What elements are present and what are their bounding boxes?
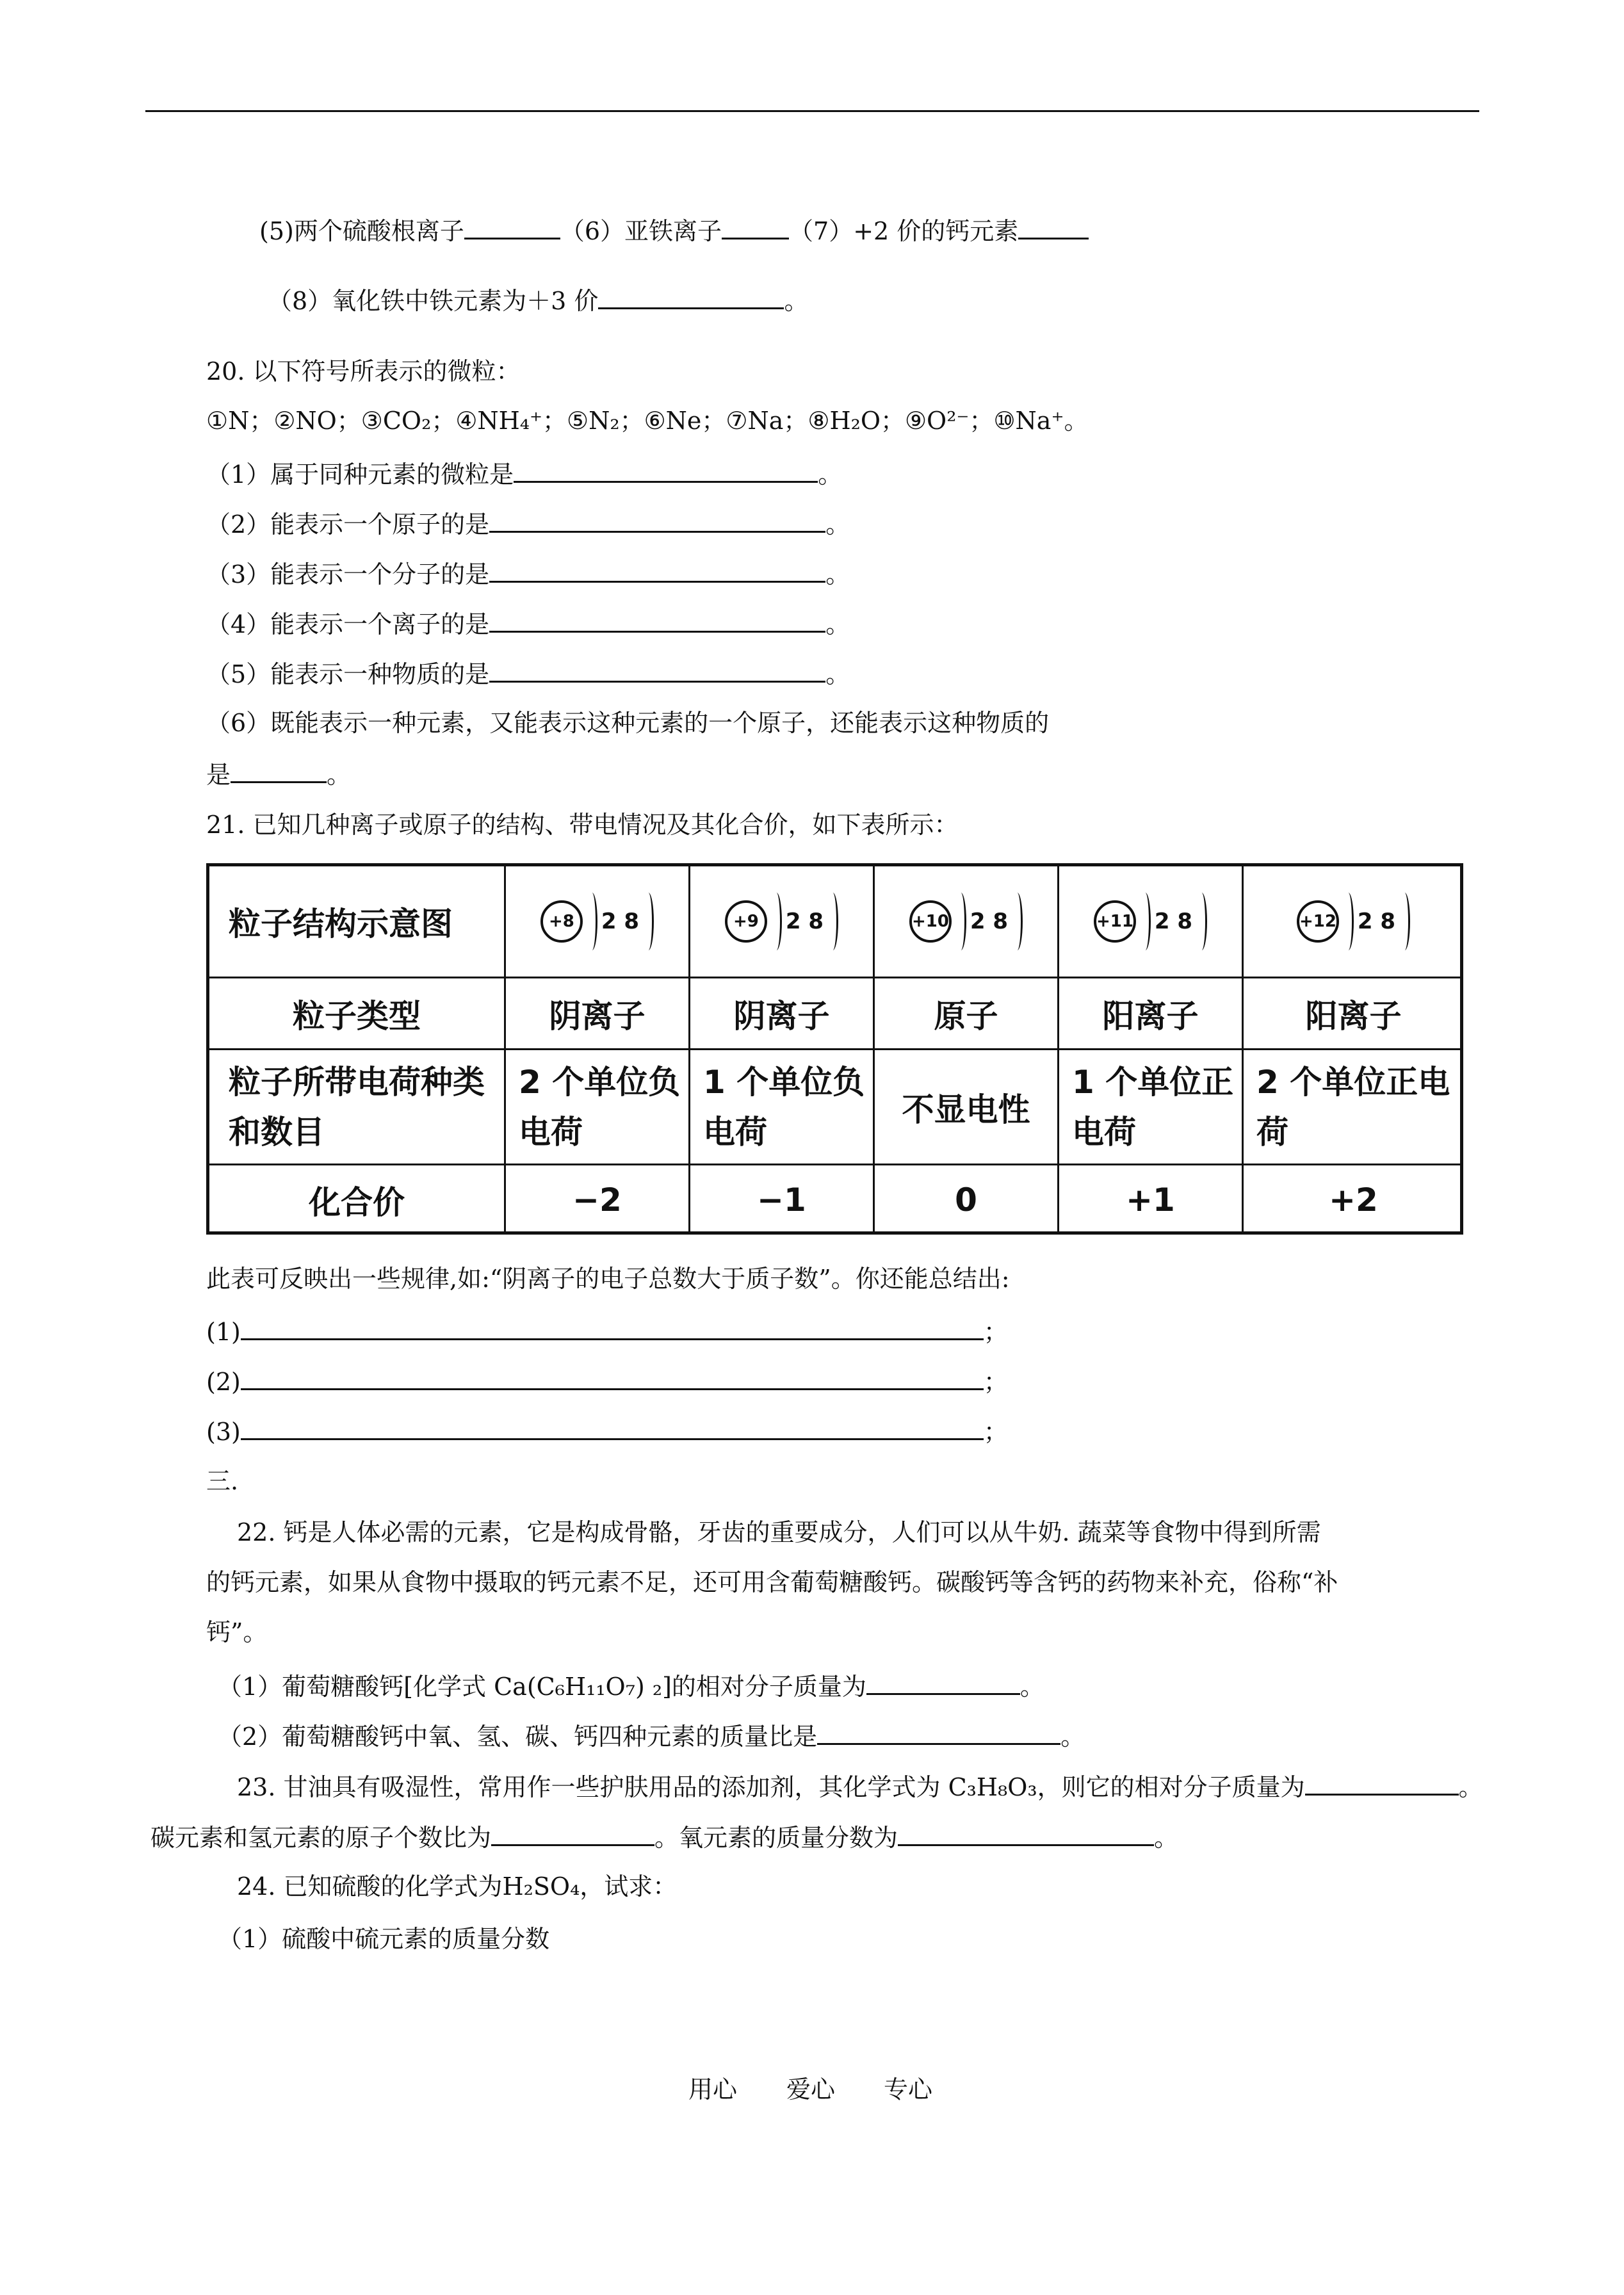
- particle-charge: 不显电性: [875, 1050, 1059, 1165]
- atom-diagram: [540, 893, 654, 950]
- shell-arc: [1140, 893, 1151, 950]
- shell-arc: [587, 893, 597, 950]
- atom-diagram-cell: [506, 866, 690, 978]
- particle-charge: 1 个单位正电荷: [1059, 1050, 1244, 1165]
- shell-arc: [1012, 893, 1023, 950]
- valence: 0: [875, 1165, 1059, 1235]
- atom-diagram: [1094, 893, 1207, 950]
- question-20-3: （3）能表示一个分子的是 。: [206, 556, 850, 590]
- atom-diagram-cell: [690, 866, 875, 978]
- question-21-title: 21. 已知几种离子或原子的结构、带电情况及其化合价，如下表所示：: [206, 811, 959, 839]
- answer-blank[interactable]: [817, 1719, 1060, 1745]
- shell-numbers: 2 8: [601, 909, 640, 934]
- question-20-title: 20. 以下符号所表示的微粒：: [206, 357, 521, 385]
- question-20-6-text: （6）既能表示一种元素，又能表示这种元素的一个原子，还能表示这种物质的: [206, 709, 1050, 737]
- question-19-line-5: [259, 213, 1089, 247]
- item-7-text: （7）+2 价的钙元素: [789, 217, 1019, 245]
- answer-blank[interactable]: [514, 457, 818, 483]
- question-22-line-3: 钙”。: [206, 1618, 268, 1646]
- question-23-line-1: 23. 甘油具有吸湿性，常用作一些护肤用品的添加剂，其化学式为 C₃H₈O₃，则它的相对分子质量为 。: [237, 1769, 1483, 1803]
- question-19-line-8: [268, 283, 808, 317]
- particle-charge: 2 个单位正电荷: [1244, 1050, 1463, 1165]
- section-3-heading: 三.: [206, 1467, 239, 1495]
- period: 。: [784, 287, 809, 315]
- header-rule: [145, 110, 1479, 112]
- atom-diagram-cell: [1059, 866, 1244, 978]
- shell-arc: [1196, 893, 1207, 950]
- footer-text-2: 爱心: [786, 2075, 836, 2104]
- question-21-answer-2: (2) ；: [206, 1364, 1008, 1398]
- item-6-text: （6）亚铁离子: [560, 217, 722, 245]
- particle-type: 阴离子: [506, 978, 690, 1050]
- answer-blank[interactable]: [898, 1820, 1154, 1846]
- answer-blank[interactable]: [489, 556, 825, 583]
- answer-blank[interactable]: [241, 1314, 984, 1340]
- answer-blank[interactable]: [489, 656, 825, 683]
- question-20-1: （1）属于同种元素的微粒是 。: [206, 457, 842, 491]
- answer-blank[interactable]: [491, 1820, 654, 1846]
- answer-blank[interactable]: [1018, 213, 1089, 239]
- footer-text-3: 专心: [884, 2075, 933, 2104]
- answer-blank[interactable]: [598, 283, 784, 309]
- atom-diagram: [1297, 893, 1410, 950]
- row-header-valence: 化合价: [209, 1165, 506, 1235]
- valence: +2: [1329, 1181, 1378, 1219]
- question-24-title: 24. 已知硫酸的化学式为H₂SO₄，试求：: [237, 1872, 678, 1901]
- row-header-charge: 粒子所带电荷种类和数目: [209, 1050, 506, 1165]
- answer-blank[interactable]: [722, 213, 789, 239]
- answer-blank[interactable]: [489, 606, 825, 633]
- item-8-text: （8）氧化铁中铁元素为＋3 价: [268, 287, 599, 315]
- row-header-structure: 粒子结构示意图: [209, 866, 506, 978]
- atom-diagram-cell: [875, 866, 1059, 978]
- nucleus: +11: [1094, 900, 1136, 943]
- shell-numbers: 2 8: [1154, 909, 1193, 934]
- question-22-1: （1）葡萄糖酸钙[化学式 Ca(C₆H₁₁O₇) ₂]的相对分子质量为 。: [218, 1669, 1044, 1703]
- shell-numbers: 2 8: [970, 909, 1009, 934]
- atom-diagram: [909, 893, 1023, 950]
- answer-blank[interactable]: [464, 213, 560, 239]
- nucleus: +9: [725, 900, 767, 943]
- answer-blank[interactable]: [241, 1364, 984, 1390]
- valence: +1: [1059, 1165, 1244, 1235]
- answer-blank[interactable]: [231, 757, 327, 783]
- question-20-6-answer: 是 。: [206, 757, 351, 791]
- question-21-answer-3: (3) ；: [206, 1414, 1008, 1448]
- question-22-line-1: 22. 钙是人体必需的元素，它是构成骨骼，牙齿的重要成分，人们可以从牛奶. 蔬菜等食物中得到所需: [237, 1518, 1321, 1546]
- answer-blank[interactable]: [866, 1669, 1020, 1695]
- item-5-text: (5)两个硫酸根离子: [259, 217, 464, 245]
- nucleus: +8: [540, 900, 583, 943]
- shell-arc: [1399, 893, 1410, 950]
- nucleus: +10: [909, 900, 952, 943]
- particle-charge: 1 个单位负电荷: [690, 1050, 875, 1165]
- shell-arc: [827, 893, 838, 950]
- question-24-1: （1）硫酸中硫元素的质量分数: [218, 1925, 550, 1953]
- row-header-type: 粒子类型: [209, 978, 506, 1050]
- question-21-answer-1: (1) ；: [206, 1314, 1008, 1348]
- shell-arc: [643, 893, 654, 950]
- footer-text-1: 用心: [688, 2075, 738, 2104]
- nucleus: +12: [1297, 900, 1339, 943]
- shell-arc: [955, 893, 966, 950]
- particle-type: 阳离子: [1244, 978, 1463, 1050]
- shell-arc: [1343, 893, 1354, 950]
- shell-arc: [771, 893, 782, 950]
- atom-diagram: [725, 893, 838, 950]
- particle-type: 原子: [875, 978, 1059, 1050]
- question-20-4: （4）能表示一个离子的是 。: [206, 606, 850, 640]
- shell-numbers: 2 8: [785, 909, 824, 934]
- question-22-line-2: 的钙元素，如果从食物中摄取的钙元素不足，还可用含葡萄糖酸钙。碳酸钙等含钙的药物来补充，俗称“补: [206, 1568, 1338, 1596]
- question-21-note: 此表可反映出一些规律,如:“阴离子的电子总数大于质子数”。你还能总结出:: [206, 1265, 1010, 1293]
- valence: −2: [506, 1165, 690, 1235]
- question-22-2: （2）葡萄糖酸钙中氧、氢、碳、钙四种元素的质量比是 。: [218, 1719, 1085, 1753]
- answer-blank[interactable]: [489, 507, 825, 533]
- question-20-symbols: ①N；②NO；③CO₂；④NH₄⁺；⑤N₂；⑥Ne；⑦Na；⑧H₂O；⑨O²⁻；⑩Na⁺。: [206, 407, 1089, 435]
- shell-numbers: 2 8: [1357, 909, 1396, 934]
- question-20-2: （2）能表示一个原子的是 。: [206, 507, 850, 540]
- question-20-5: （5）能表示一种物质的是 。: [206, 656, 850, 690]
- particle-charge: 2 个单位负电荷: [506, 1050, 690, 1165]
- question-23-line-2: 碳元素和氢元素的原子个数比为 。氧元素的质量分数为 。: [150, 1820, 1178, 1854]
- answer-blank[interactable]: [241, 1414, 984, 1440]
- particle-type: 阳离子: [1059, 978, 1244, 1050]
- particle-table: [206, 863, 1463, 1235]
- atom-diagram-cell: [1244, 866, 1463, 978]
- particle-type: 阴离子: [690, 978, 875, 1050]
- answer-blank[interactable]: [1305, 1769, 1459, 1796]
- valence: −1: [690, 1165, 875, 1235]
